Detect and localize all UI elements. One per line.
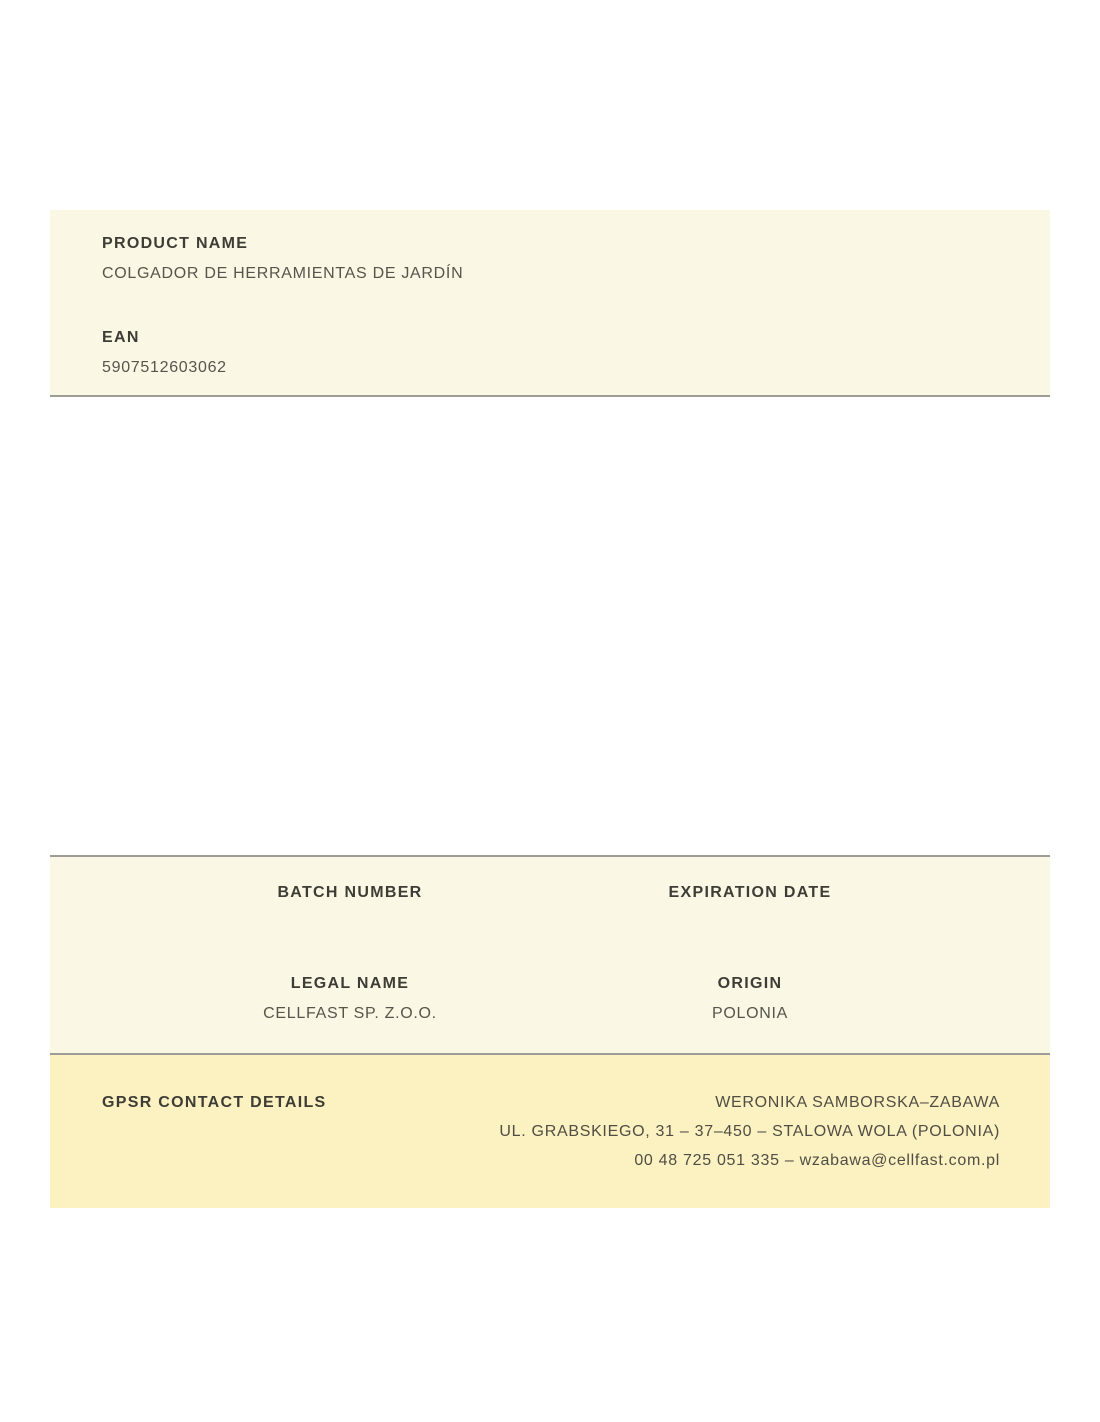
expiration-date-label: EXPIRATION DATE [668, 884, 832, 901]
product-name-value: COLGADOR DE HERRAMIENTAS DE JARDÍN [102, 265, 464, 282]
legal-name-label: LEGAL NAME [290, 975, 410, 992]
details-panel [50, 855, 1050, 1055]
contact-name: WERONIKA SAMBORSKA–ZABAWA [715, 1094, 1000, 1111]
gpsr-contact-panel [50, 1055, 1050, 1208]
legal-name-column [150, 976, 550, 1022]
batch-expiration-row [150, 885, 950, 901]
gpsr-contact-label: GPSR CONTACT DETAILS [102, 1094, 327, 1111]
legal-name-value: CELLFAST SP. Z.O.O. [263, 1005, 437, 1022]
gpsr-contact-block [499, 1095, 1000, 1182]
origin-label: ORIGIN [717, 975, 783, 992]
expiration-date-column [550, 885, 950, 901]
product-panel [50, 210, 1050, 397]
product-name-label: PRODUCT NAME [102, 235, 249, 252]
ean-value: 5907512603062 [102, 359, 227, 376]
origin-value: POLONIA [711, 1005, 789, 1022]
ean-label: EAN [102, 329, 140, 346]
contact-phone-email: 00 48 725 051 335 – wzabawa@cellfast.com.pl [634, 1152, 1000, 1169]
legal-origin-row [150, 976, 950, 1022]
batch-number-column [150, 885, 550, 901]
batch-number-label: BATCH NUMBER [277, 884, 423, 901]
origin-column [550, 976, 950, 1022]
contact-address: UL. GRABSKIEGO, 31 – 37–450 – STALOWA WOLA (POLONIA) [499, 1123, 1000, 1140]
